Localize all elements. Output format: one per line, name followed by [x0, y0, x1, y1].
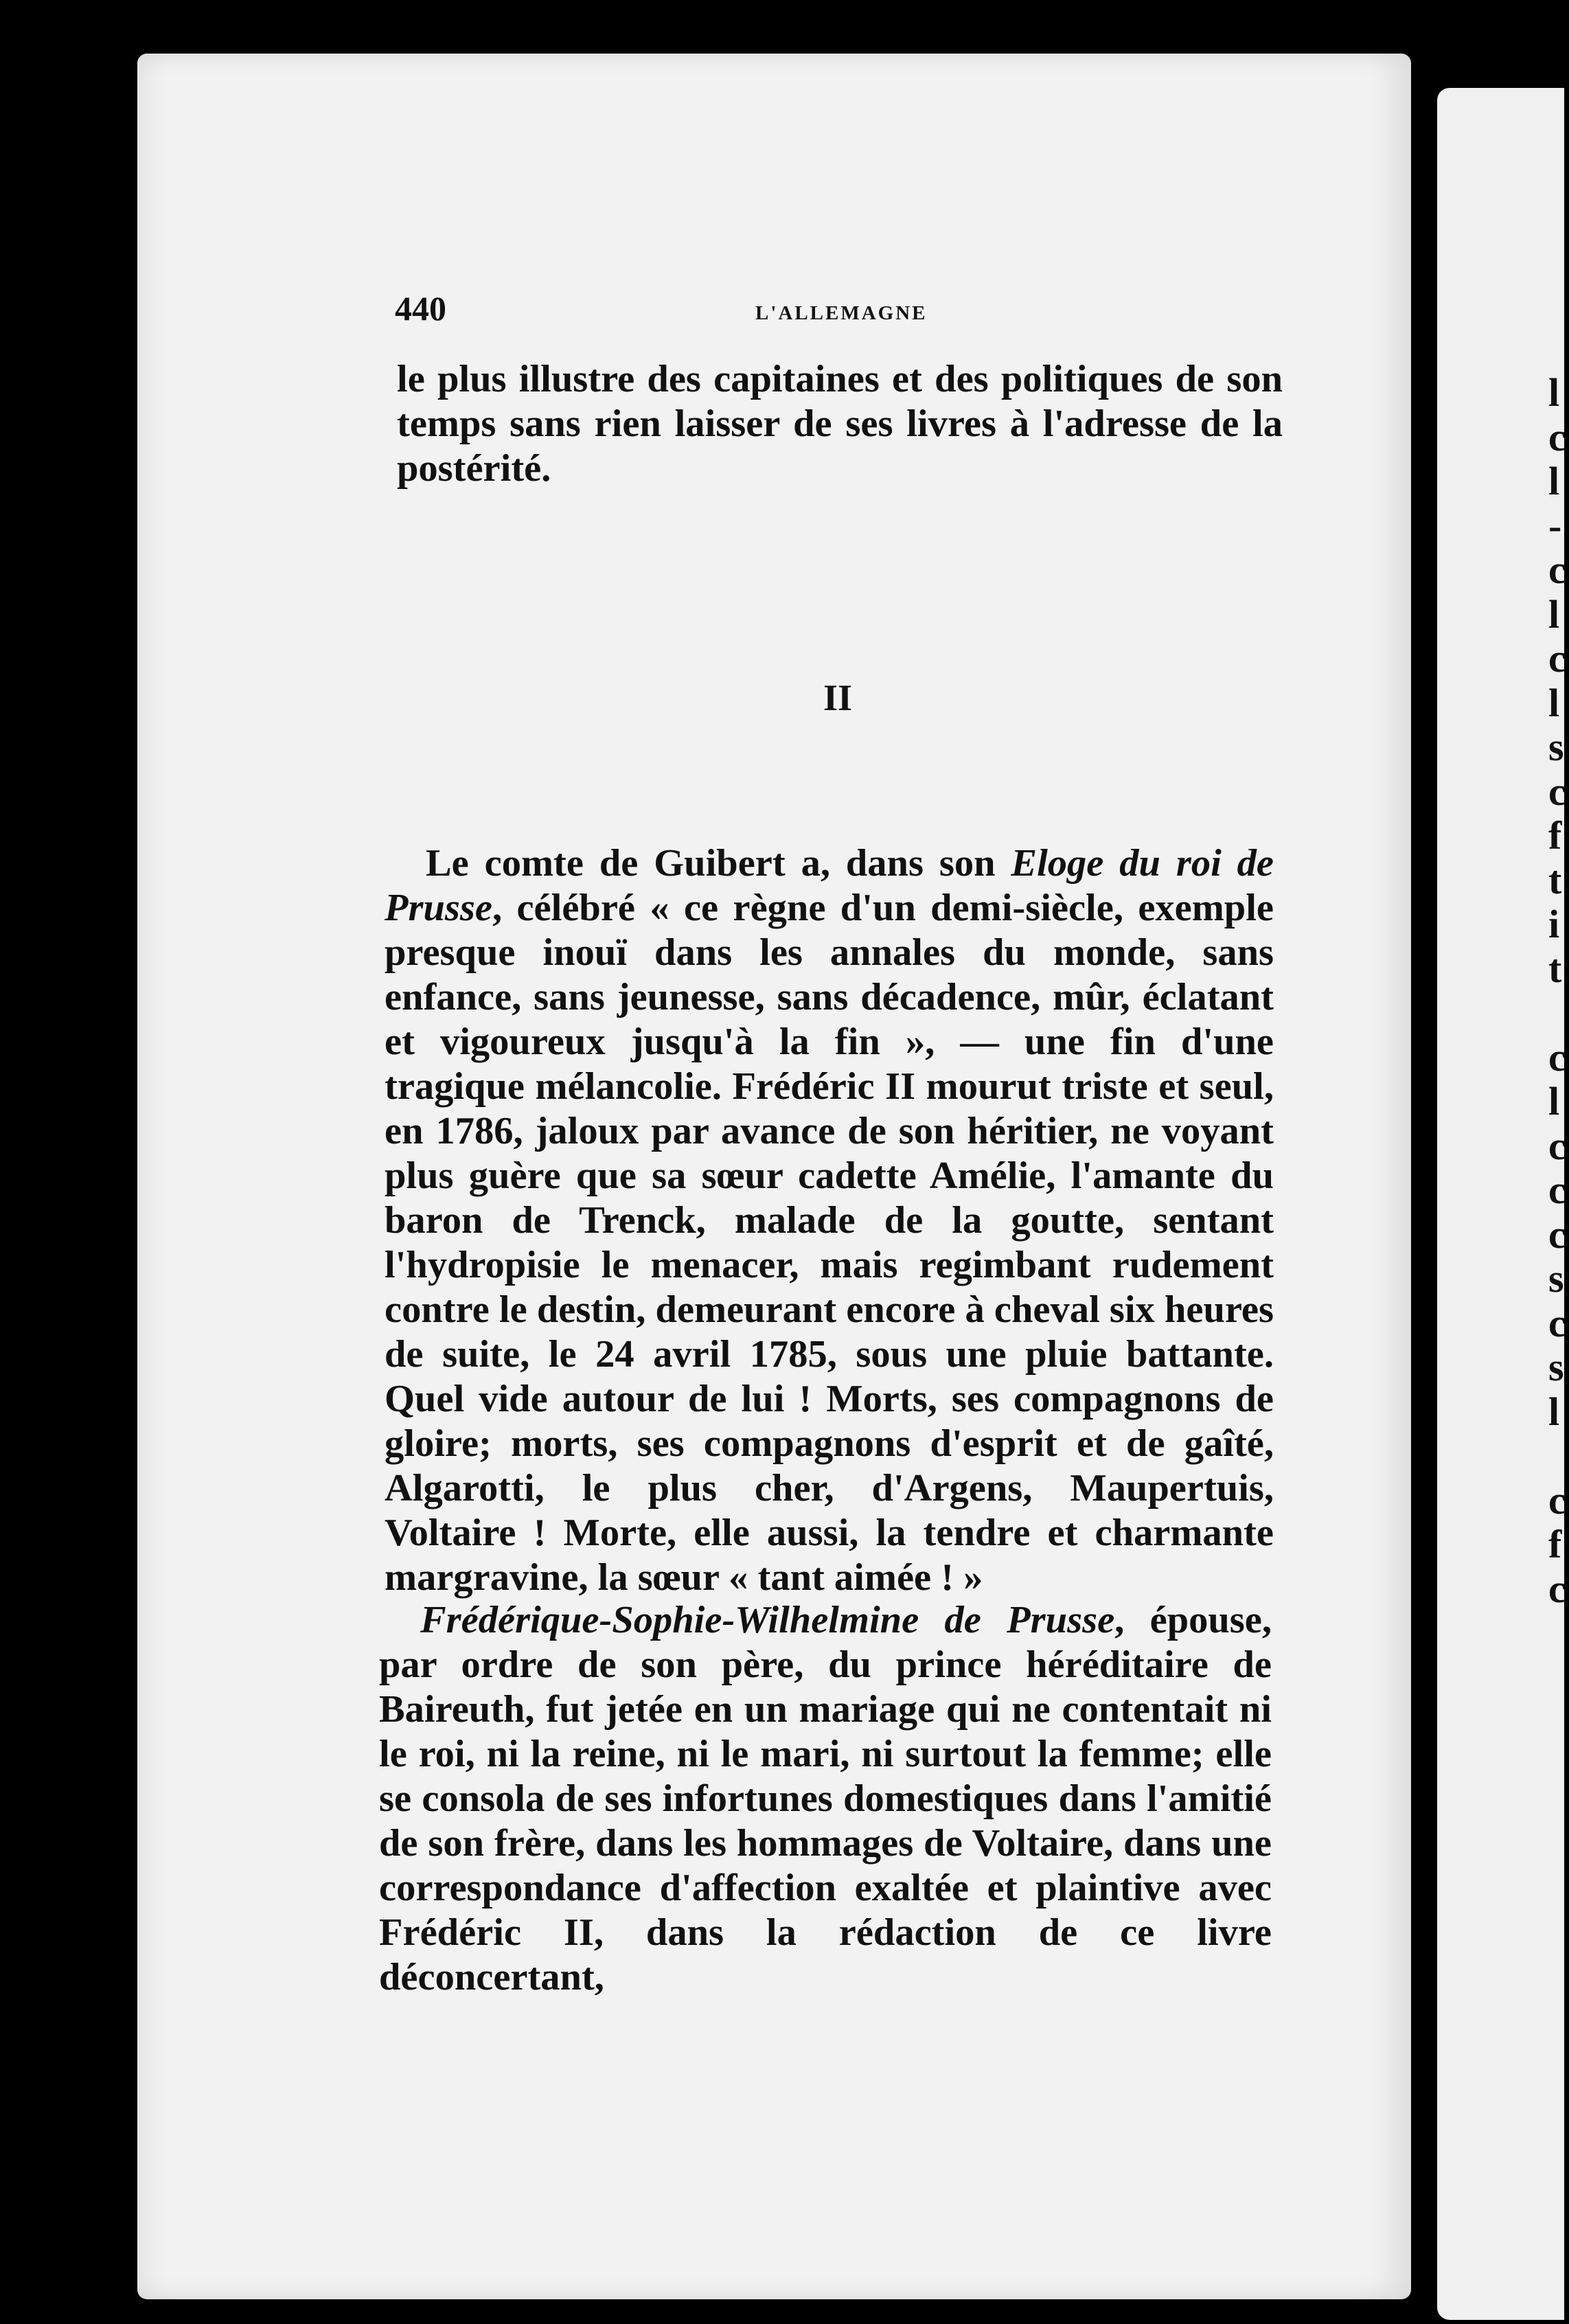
edge-letter: i [1548, 902, 1560, 946]
paragraph [385, 841, 1274, 1600]
continued-paragraph: le plus illustre des capitaines et des politiques de son temps sans rien laisser de ses livres à l'adresse de la postérité. [397, 358, 1283, 490]
edge-letter: - [1548, 503, 1562, 548]
edge-letter: c [1548, 768, 1566, 814]
edge-letter: l [1548, 680, 1560, 725]
edge-letter: c [1548, 1300, 1566, 1345]
person-name: Frédérique-Sophie-Wilhelmine de Prusse [420, 1599, 1115, 1641]
page-header [395, 288, 1277, 330]
adjacent-page-letters [1548, 371, 1569, 1611]
edge-letter: l [1548, 370, 1560, 415]
edge-letter: f [1548, 1522, 1562, 1567]
edge-letter: c [1548, 1566, 1566, 1611]
edge-letter: s [1548, 1256, 1564, 1301]
paragraph-text: , épouse, par ordre de son père, du prince héréditaire de Baireuth, fut jetée en un mariage qui ne contentait ni le roi, ni la reine, ni le mari, ni surtout la femme; elle se consola de ses infortunes domestiques dans l'amitié de son frère, dans les hommages de Voltaire, dans une correspondance d'affection exaltée et plaintive avec Frédéric II, dans la rédaction de ce livre déconcertant, [379, 1599, 1272, 1998]
edge-letter: l [1548, 1389, 1560, 1434]
edge-letter: c [1548, 1211, 1566, 1257]
adjacent-page-edge [1437, 88, 1564, 2320]
edge-letter: t [1548, 857, 1562, 902]
paragraph [379, 1598, 1272, 2000]
edge-letter: c [1548, 414, 1566, 459]
paragraph-text: Le comte de Guibert a, dans son [426, 842, 1011, 885]
edge-letter: s [1548, 725, 1564, 769]
paragraph-text: , célébré « ce règne d'un demi-siècle, exemple presque inouï dans les annales du monde, sans enfance, sans jeunesse, sans décadence, mûr, éclatant et vigoureux jusqu'à la fin », — une fin d'une tragique mélancolie. Frédéric II mourut triste et seul, en 1786, jaloux par avance de son héritier, ne voyant plus guère que sa sœur cadette Amélie, l'amante du baron de Trenck, malade de la goutte, sentant l'hydropisie le menacer, mais regimbant rudement contre le destin, demeurant encore à cheval six heures de suite, le 24 avril 1785, sous une pluie battante. Quel vide autour de lui ! Morts, ses compagnons de gloire; morts, ses compagnons d'esprit et de gaîté, Algarotti, le plus cher, d'Argens, Maupertuis, Voltaire ! Morte, elle aussi, la tendre et charmante margravine, la sœur « tant aimée ! » [385, 887, 1274, 1599]
running-head: L'ALLEMAGNE [755, 302, 928, 324]
edge-letter: c [1548, 1477, 1566, 1523]
edge-letter [1548, 1434, 1569, 1479]
edge-letter: t [1548, 946, 1562, 991]
edge-letter: c [1548, 547, 1566, 592]
edge-letter: c [1548, 1123, 1566, 1168]
edge-letter: c [1548, 636, 1566, 681]
edge-letter [1548, 991, 1569, 1036]
section-numeral: II [823, 677, 853, 718]
edge-letter: c [1548, 1167, 1566, 1212]
edge-letter: l [1548, 459, 1560, 503]
edge-letter: s [1548, 1345, 1564, 1389]
book-title: Eloge du roi de Prusse [385, 842, 1274, 929]
edge-letter: l [1548, 591, 1560, 637]
edge-letter: l [1548, 1079, 1560, 1124]
page-number: 440 [395, 289, 446, 328]
edge-letter: f [1548, 813, 1562, 858]
edge-letter: c [1548, 1034, 1566, 1080]
